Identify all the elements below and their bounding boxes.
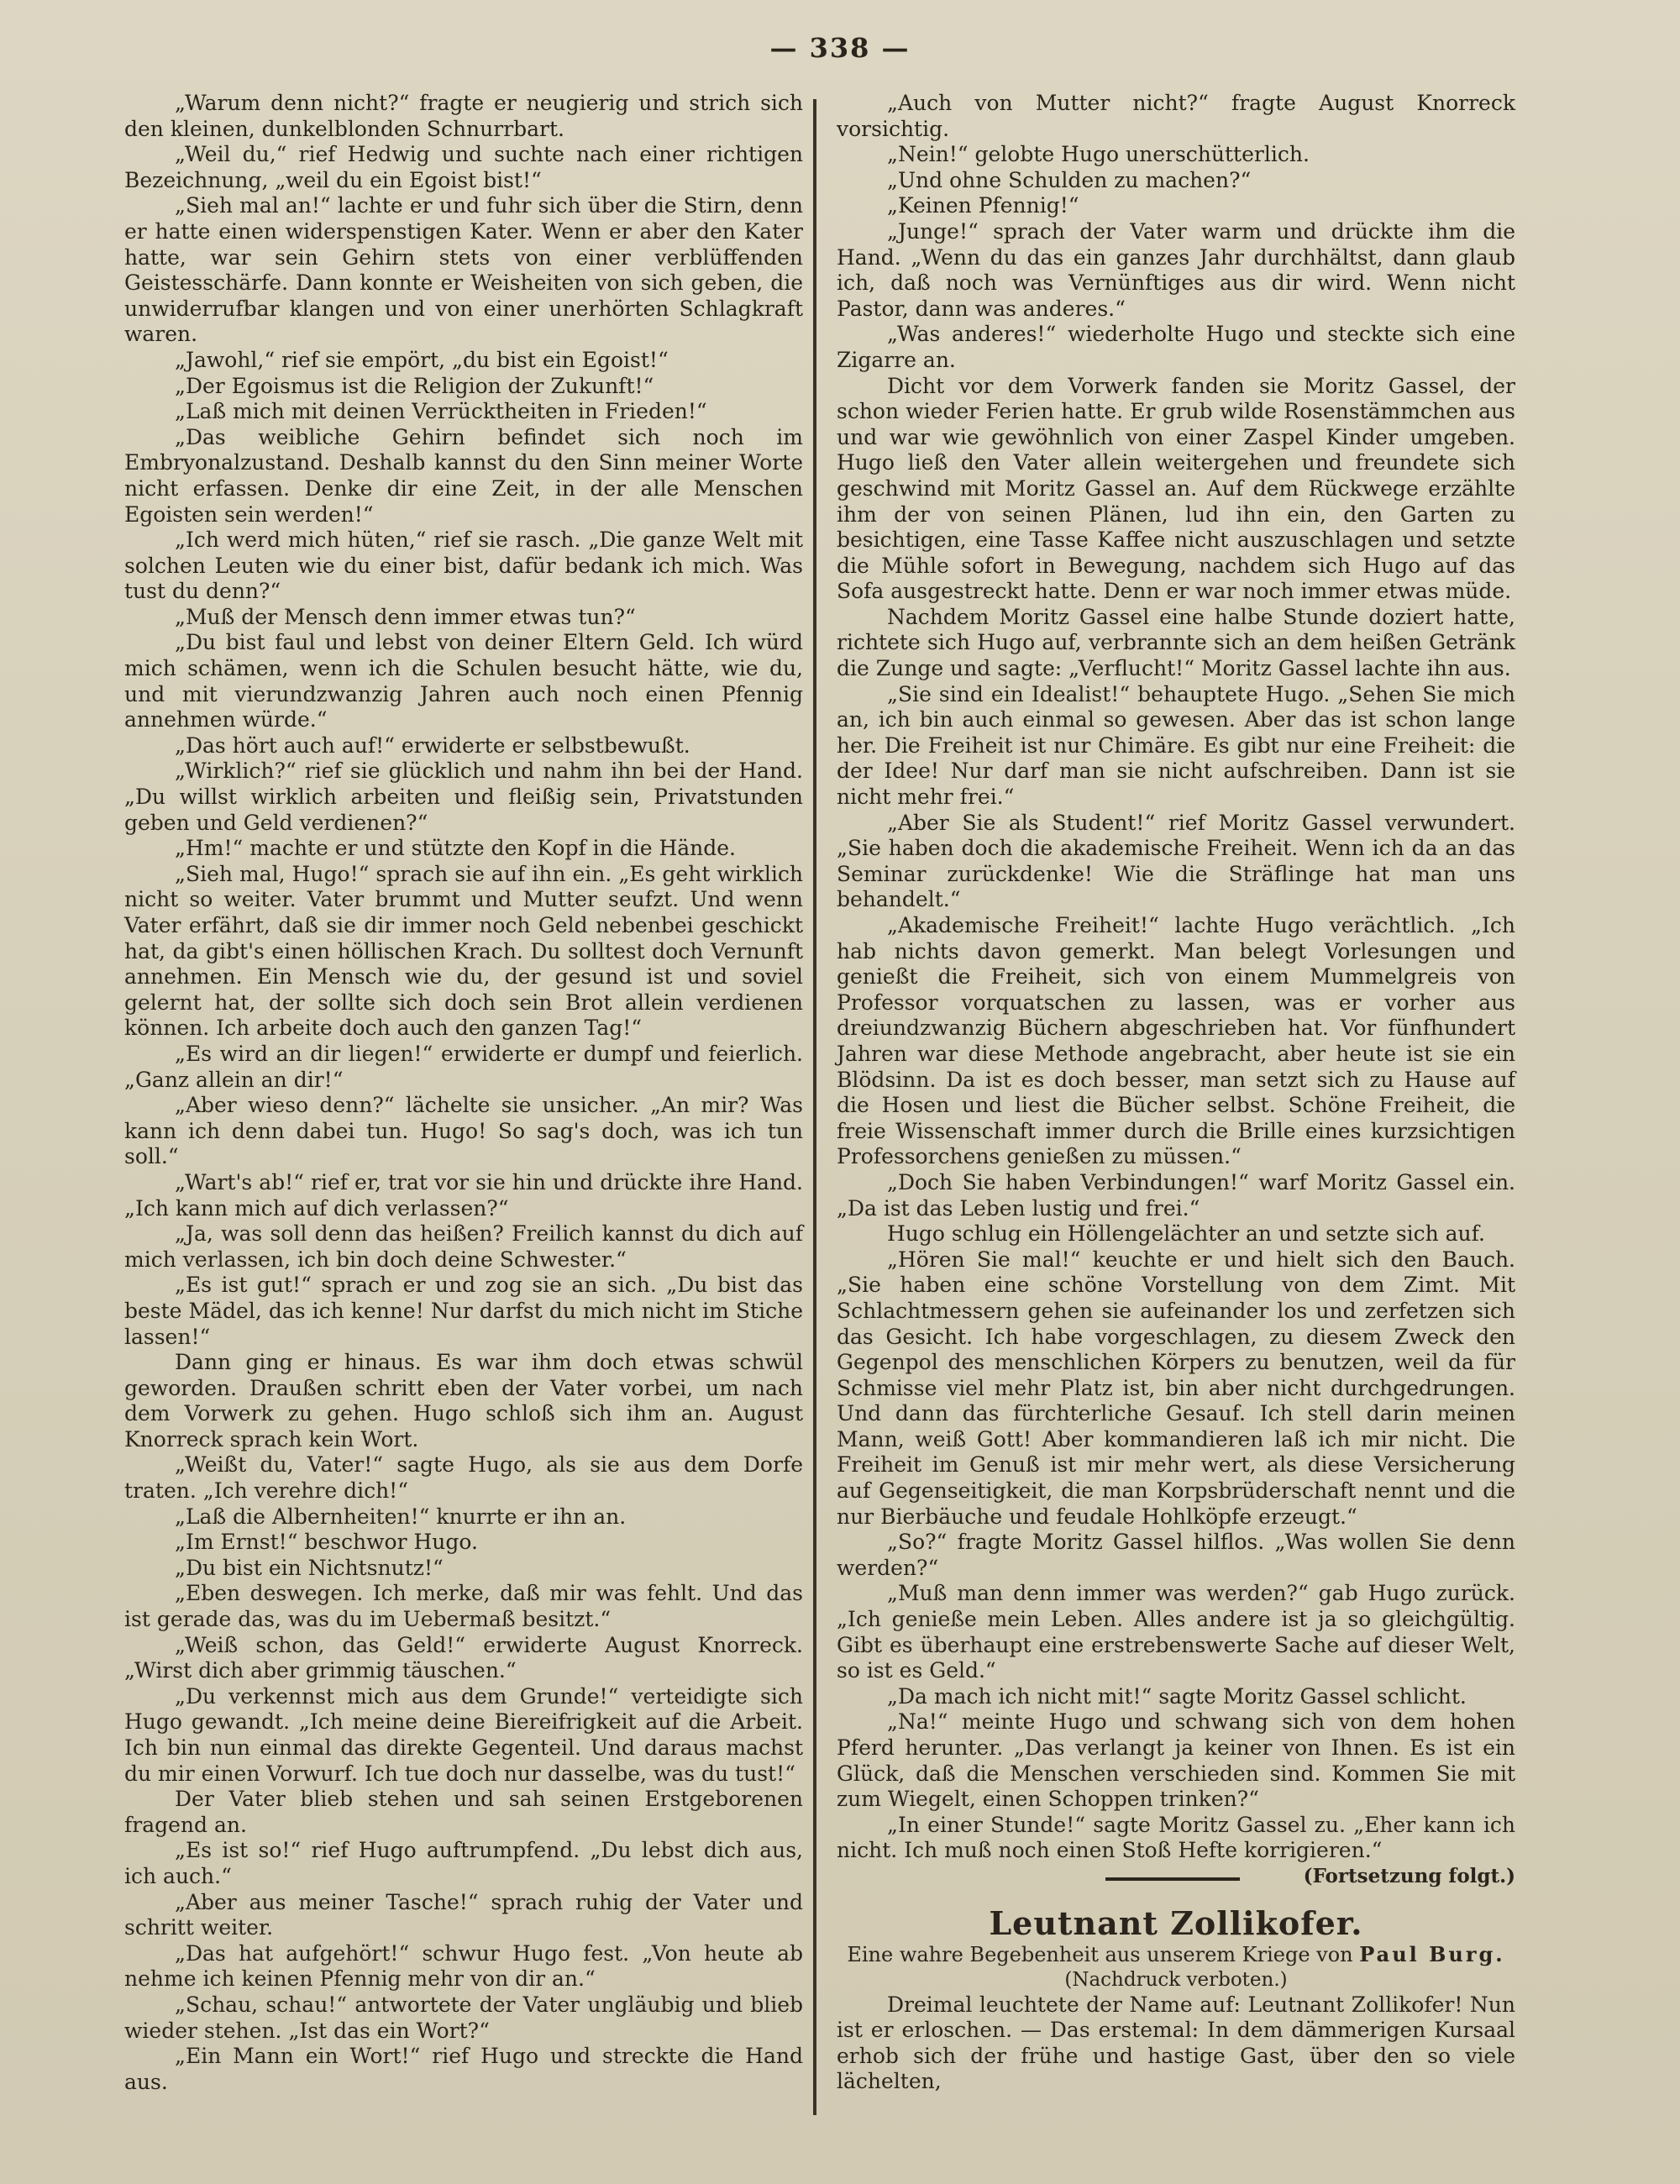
end-rule bbox=[1105, 1877, 1240, 1881]
paragraph: „Du bist faul und lebst von deiner Eltern Geld. Ich würd mich schämen, wenn ich die Schulen besucht hätte, wie du, und mit vierundzwanzig Jahren auch noch einen Pfennig annehmen würde.“ bbox=[124, 630, 803, 732]
paragraph: „Warum denn nicht?“ fragte er neugierig und strich sich den kleinen, dunkelblonden Schnurrbart. bbox=[124, 91, 803, 141]
story-title: Leutnant Zollikofer. bbox=[989, 1903, 1363, 1942]
story-opening: Dreimal leuchtete der Name auf: Leutnant Zollikofer! Nun ist er erloschen. — Das erstemal: In dem dämmerigen Kursaal erhob sich der frühe und hastige Gast, über den so viele lächelten, bbox=[837, 1992, 1515, 2094]
paragraph: „Das hört auch auf!“ erwiderte er selbstbewußt. bbox=[175, 732, 690, 758]
paragraph: „Akademische Freiheit!“ lachte Hugo verächtlich. „Ich hab nichts davon gemerkt. Man belegt Vorlesungen und genießt die Freiheit, sich von einem Mummelgreis von Professor vorquatschen zu lassen, was er vorher aus dreiundzwanzig Büchern abgeschrieben hat. Vor fünfhundert Jahren war diese Methode angebracht, aber heute ist sie ein Blödsinn. Da ist es doch besser, man setzt sich zu Hause auf die Hosen und liest die Bücher selbst. Schöne Freiheit, die freie Wissenschaft immer durch die Brille eines kurzsichtigen Professorchens genießen zu müssen.“ bbox=[837, 913, 1515, 1169]
paragraph: „Hm!“ machte er und stützte den Kopf in die Hände. bbox=[175, 836, 737, 861]
story-subtitle bbox=[837, 1942, 1515, 1967]
paragraph: „Da mach ich nicht mit!“ sagte Moritz Gassel schlicht. bbox=[887, 1683, 1467, 1709]
paragraph: „Es wird an dir liegen!“ erwiderte er dumpf und feierlich. „Ganz allein an dir!“ bbox=[124, 1041, 803, 1092]
paragraph: „Das hat aufgehört!“ schwur Hugo fest. „Von heute ab nehme ich keinen Pfennig mehr von dir an.“ bbox=[124, 1940, 803, 1992]
paragraph: „Sieh mal, Hugo!“ sprach sie auf ihn ein. „Es geht wirklich nicht so weiter. Vater brummt und Mutter seufzt. Und wenn Vater erfährt, daß sie dir immer noch Geld nebenbei geschickt hat, da gibt's einen höllischen Krach. Du solltest doch Vernunft annehmen. Ein Mensch wie du, der gesund ist und soviel gelernt hat, der sollte sich doch sein Brot allein verdienen können. Ich arbeite doch auch den ganzen Tag!“ bbox=[124, 861, 803, 1041]
paragraph: Nachdem Moritz Gassel eine halbe Stunde doziert hatte, richtete sich Hugo auf, verbrannte sich an dem heißen Getränk die Zunge und sagte: „Verflucht!“ Moritz Gassel lachte ihn aus. bbox=[837, 604, 1515, 681]
paragraph: „Das weibliche Gehirn befindet sich noch im Embryonalzustand. Deshalb kannst du den Sinn meiner Worte nicht erfassen. Denke dir eine Zeit, in der alle Menschen Egoisten sein werden!“ bbox=[124, 424, 803, 527]
paragraph: „Auch von Mutter nicht?“ fragte August Knorreck vorsichtig. bbox=[837, 91, 1515, 141]
paragraph: „Hören Sie mal!“ keuchte er und hielt sich den Bauch. „Sie haben eine schöne Vorstellung von dem Zimt. Mit Schlachtmessern gehen sie aufeinander los und zerfetzen sich das Gesicht. Ich habe vorgeschlagen, zu diesem Zweck den Gegenpol des menschlichen Körpers zu benutzen, weil da für Schmisse viel mehr Platz ist, bin aber nicht durchgedrungen. Und dann das fürchterliche Gesauf. Ich stell darin meinen Mann, weiß Gott! Aber kommandieren laß ich mir nicht. Die Freiheit im Genuß ist mir mehr wert, als diese Versicherung auf Gegenseitigkeit, die man Korpsbrüderschaft nennt und die nur Bierbäuche und feudale Hohlköpfe erzeugt.“ bbox=[837, 1247, 1515, 1529]
paragraph: „Ein Mann ein Wort!“ rief Hugo und streckte die Hand aus. bbox=[124, 2044, 803, 2094]
paragraph: „Was anderes!“ wiederholte Hugo und steckte sich eine Zigarre an. bbox=[837, 322, 1515, 372]
paragraph: „Muß man denn immer was werden?“ gab Hugo zurück. „Ich genieße mein Leben. Alles andere ist ja so gleichgültig. Gibt es überhaupt eine erstrebenswerte Sache auf dieser Welt, so ist es Geld.“ bbox=[837, 1581, 1515, 1683]
paragraph: „Weiß schon, das Geld!“ erwiderte August Knorreck. „Wirst dich aber grimmig täuschen.“ bbox=[124, 1632, 803, 1683]
paragraph: „Es ist so!“ rief Hugo auftrumpfend. „Du lebst dich aus, ich auch.“ bbox=[124, 1838, 803, 1888]
paragraph: „Du bist ein Nichtsnutz!“ bbox=[175, 1555, 444, 1580]
paragraph: „Aber wieso denn?“ lächelte sie unsicher. „An mir? Was kann ich denn dabei tun. Hugo! So sag's doch, was ich tun soll.“ bbox=[124, 1093, 803, 1169]
paragraph: „Wirklich?“ rief sie glücklich und nahm ihn bei der Hand. „Du willst wirklich arbeiten und fleißig sein, Privatstunden geben und Geld verdienen?“ bbox=[124, 759, 803, 835]
paragraph: „Aber aus meiner Tasche!“ sprach ruhig der Vater und schritt weiter. bbox=[124, 1889, 803, 1940]
story-author: Paul Burg. bbox=[1359, 1941, 1505, 1966]
paragraph: „Es ist gut!“ sprach er und zog sie an sich. „Du bist das beste Mädel, das ich kenne! Nur darfst du mich nicht im Stiche lassen!“ bbox=[124, 1273, 803, 1349]
continued-note: (Fortsetzung folgt.) bbox=[1303, 1864, 1515, 1887]
paragraph: „Laß mich mit deinen Verrücktheiten in Frieden!“ bbox=[175, 399, 707, 424]
paragraph: Dann ging er hinaus. Es war ihm doch etwas schwül geworden. Draußen schritt eben der Vater vorbei, um nach dem Vorwerk zu gehen. Hugo schloß sich ihm an. August Knorreck sprach kein Wort. bbox=[124, 1350, 803, 1452]
paragraph: „Wart's ab!“ rief er, trat vor sie hin und drückte ihre Hand. „Ich kann mich auf dich verlassen?“ bbox=[124, 1169, 803, 1221]
paragraph: „Ja, was soll denn das heißen? Freilich kannst du dich auf mich verlassen, ich bin doch deine Schwester.“ bbox=[124, 1221, 803, 1272]
paragraph: „Und ohne Schulden zu machen?“ bbox=[887, 167, 1252, 192]
paragraph: „Nein!“ gelobte Hugo unerschütterlich. bbox=[887, 142, 1310, 167]
paragraph: Hugo schlug ein Höllengelächter an und setzte sich auf. bbox=[887, 1221, 1485, 1247]
paragraph: „Schau, schau!“ antwortete der Vater ungläubig und blieb wieder stehen. „Ist das ein Wort?“ bbox=[124, 1992, 803, 2043]
paragraph: „Jawohl,“ rief sie empört, „du bist ein Egoist!“ bbox=[175, 347, 669, 372]
chapter-end bbox=[837, 1864, 1515, 1893]
paragraph: „Muß der Mensch denn immer etwas tun?“ bbox=[175, 604, 636, 629]
left-column bbox=[124, 91, 803, 2095]
paragraph: „Weil du,“ rief Hedwig und suchte nach einer richtigen Bezeichnung, „weil du ein Egoist bist!“ bbox=[124, 142, 803, 192]
column-divider bbox=[813, 99, 816, 2115]
paragraph: „Eben deswegen. Ich merke, daß mir was fehlt. Und das ist gerade das, was du im Uebermaß besitzt.“ bbox=[124, 1581, 803, 1632]
paragraph: „Na!“ meinte Hugo und schwang sich von dem hohen Pferd herunter. „Das verlangt ja keiner von Ihnen. Es ist ein Glück, daß die Menschen verschieden sind. Kommen Sie mit zum Wiegelt, einen Schoppen trinken?“ bbox=[837, 1709, 1515, 1812]
paragraph: „Ich werd mich hüten,“ rief sie rasch. „Die ganze Welt mit solchen Leuten wie du einer bist, dafür bedank ich mich. Was tust du denn?“ bbox=[124, 528, 803, 604]
paragraph: „Laß die Albernheiten!“ knurrte er ihn an. bbox=[175, 1504, 627, 1529]
story-subtitle-prefix: Eine wahre Begebenheit aus unserem Kriege von bbox=[847, 1942, 1353, 1966]
paragraph: „Sie sind ein Idealist!“ behauptete Hugo. „Sehen Sie mich an, ich bin auch einmal so gewesen. Aber das ist schon lange her. Die Freiheit ist nur Chimäre. Es gibt nur eine Freiheit: die der Idee! Nur darf man sie nicht aufschreiben. Dann ist sie nicht mehr frei.“ bbox=[837, 681, 1515, 810]
paragraph: Der Vater blieb stehen und sah seinen Erstgeborenen fragend an. bbox=[124, 1787, 803, 1837]
right-column-text bbox=[837, 91, 1515, 1864]
paragraph: „Sieh mal an!“ lachte er und fuhr sich über die Stirn, denn er hatte einen widerspenstigen Kater. Wenn er aber den Kater hatte, war sein Gehirn stets von einer verblüffenden Geistesschärfe. Dann konnte er Weisheiten von sich geben, die unwiderrufbar klangen und von einer unerhörten Schlagkraft waren. bbox=[124, 193, 803, 347]
paragraph: „Doch Sie haben Verbindungen!“ warf Moritz Gassel ein. „Da ist das Leben lustig und frei.“ bbox=[837, 1169, 1515, 1221]
reprint-note: (Nachdruck verboten.) bbox=[1064, 1968, 1288, 1991]
paragraph: „Junge!“ sprach der Vater warm und drückte ihm die Hand. „Wenn du das ein ganzes Jahr durchhältst, dann glaub ich, daß noch was Vernünftiges aus dir wird. Wenn nicht Pastor, dann was anderes.“ bbox=[837, 218, 1515, 321]
paragraph: „Der Egoismus ist die Religion der Zukunft!“ bbox=[175, 373, 654, 398]
paragraph: „Keinen Pfennig!“ bbox=[887, 193, 1079, 218]
paragraph: Dicht vor dem Vorwerk fanden sie Moritz Gassel, der schon wieder Ferien hatte. Er grub wilde Rosenstämmchen aus und war wie gewöhnlich von einer Zaspel Kinder umgeben. Hugo ließ den Vater allein weitergehen und freundete sich geschwind mit Moritz Gassel an. Auf dem Rückwege erzählte ihm der von seinen Plänen, lud ihn ein, den Garten zu besichtigen, eine Tasse Kaffee nicht auszuschlagen und setzte die Mühle sofort in Bewegung, nachdem sich Hugo auf das Sofa ausgestreckt hatte. Denn er war noch immer etwas müde. bbox=[837, 373, 1515, 604]
paragraph: „In einer Stunde!“ sagte Moritz Gassel zu. „Eher kann ich nicht. Ich muß noch einen Stoß Hefte korrigieren.“ bbox=[837, 1812, 1515, 1863]
paragraph: „Weißt du, Vater!“ sagte Hugo, als sie aus dem Dorfe traten. „Ich verehre dich!“ bbox=[124, 1452, 803, 1504]
paragraph: „So?“ fragte Moritz Gassel hilflos. „Was wollen Sie denn werden?“ bbox=[837, 1530, 1515, 1580]
page-number: — 338 — bbox=[769, 32, 911, 64]
paragraph: „Im Ernst!“ beschwor Hugo. bbox=[175, 1530, 478, 1555]
paragraph: „Du verkennst mich aus dem Grunde!“ verteidigte sich Hugo gewandt. „Ich meine deine Biereifrigkeit auf die Arbeit. Ich bin nun einmal das direkte Gegenteil. Und daraus machst du mir einen Vorwurf. Ich tue doch nur dasselbe, was du tust!“ bbox=[124, 1683, 803, 1786]
right-column bbox=[837, 91, 1515, 2095]
paragraph: „Aber Sie als Student!“ rief Moritz Gassel verwundert. „Sie haben doch die akademische Freiheit. Wenn ich da an das Seminar zurückdenke! Wie die Sträflinge hat man uns behandelt.“ bbox=[837, 810, 1515, 912]
